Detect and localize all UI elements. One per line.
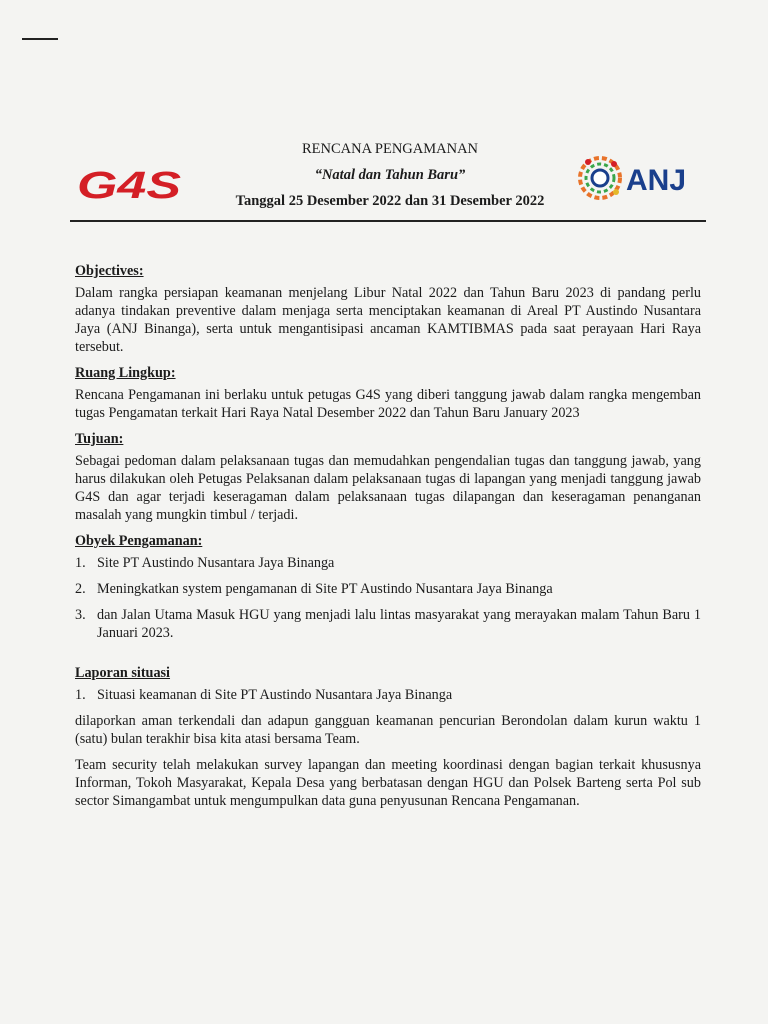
document-subtitle: “Natal dan Tahun Baru” xyxy=(314,167,466,183)
laporan-text-2: Team security telah melakukan survey lapangan dan meeting koordinasi dengan bagian terkait khususnya Informan, Tokoh Masyarakat, Kepala Desa yang berbatasan dengan HGU dan Polsek Barteng serta Pol sub sector Simangambat untuk mengumpulkan data guna penyusunan Rencana Pengamanan. xyxy=(75,757,701,809)
list-item-text: Meningkatkan system pengamanan di Site PT Austindo Nusantara Jaya Binanga xyxy=(97,581,553,597)
laporan-list xyxy=(75,686,701,704)
g4s-logo xyxy=(74,164,184,204)
laporan-heading: Laporan situasi xyxy=(75,665,171,681)
list-item-text: Situasi keamanan di Site PT Austindo Nusantara Jaya Binanga xyxy=(97,687,453,703)
list-item xyxy=(75,554,701,572)
list-item xyxy=(75,606,701,642)
objectives-text: Dalam rangka persiapan keamanan menjelang Libur Natal 2022 dan Tahun Baru 2023 di pandang perlu adanya tindakan preventive dalam menjaga serta menciptakan keamanan di Areal PT Austindo Nusantara Jaya (ANJ Binanga), serta untuk mengantisipasi ancaman KAMTIBMAS pada saat perayaan Hari Raya tersebut. xyxy=(75,285,701,355)
list-item-number: 2. xyxy=(75,581,86,597)
document-body xyxy=(75,262,701,818)
ruang-lingkup-section xyxy=(75,364,701,422)
tujuan-section xyxy=(75,430,701,524)
document-title: RENCANA PENGAMANAN xyxy=(301,141,479,157)
list-item-number: 1. xyxy=(75,687,86,703)
title-block xyxy=(220,136,560,214)
obyek-list xyxy=(75,554,701,642)
svg-text:ANJ: ANJ xyxy=(626,164,687,197)
list-item xyxy=(75,580,701,598)
objectives-heading: Objectives: xyxy=(75,263,144,279)
list-item-number: 1. xyxy=(75,555,86,571)
laporan-section xyxy=(75,664,701,810)
list-item-text: Site PT Austindo Nusantara Jaya Binanga xyxy=(97,555,335,571)
laporan-text-1: dilaporkan aman terkendali dan adapun gangguan keamanan pencurian Berondolan dalam kurun waktu 1 (satu) bulan terakhir bisa kita atasi bersama Team. xyxy=(75,713,701,747)
document-date: Tanggal 25 Desember 2022 dan 31 Desember 2022 xyxy=(235,193,545,209)
anj-logo-mark xyxy=(580,158,620,198)
list-item xyxy=(75,686,701,704)
corner-mark xyxy=(22,38,58,40)
ruang-lingkup-text: Rencana Pengamanan ini berlaku untuk petugas G4S yang diberi tanggung jawab dalam rangka mengemban tugas Pengamatan terkait Hari Raya Natal Desember 2022 dan Tahun Baru January 2023 xyxy=(75,387,701,421)
obyek-section xyxy=(75,532,701,642)
list-item-text: dan Jalan Utama Masuk HGU yang menjadi lalu lintas masyarakat yang merayakan malam Tahun Baru 1 Januari 2023. xyxy=(97,607,701,641)
list-item-number: 3. xyxy=(75,607,86,623)
obyek-heading: Obyek Pengamanan: xyxy=(75,533,203,549)
ruang-lingkup-heading: Ruang Lingkup: xyxy=(75,365,176,381)
tujuan-heading: Tujuan: xyxy=(75,431,124,447)
svg-text:G4S: G4S xyxy=(77,165,181,204)
tujuan-text: Sebagai pedoman dalam pelaksanaan tugas dan memudahkan pengendalian tugas dan tanggung jawab, yang harus dilakukan oleh Petugas Pelaksanan dalam pelaksanaan tugas di lapangan yang menjadi tanggung jawab G4S dan agar terjadi keseragaman dalam pelaksanaan tugas dilapangan dan keseragaman penanganan masalah yang mungkin timbul / terjadi. xyxy=(75,453,701,523)
header-divider xyxy=(70,220,706,222)
objectives-section xyxy=(75,262,701,356)
anj-logo xyxy=(576,148,706,208)
document-header xyxy=(70,130,706,222)
